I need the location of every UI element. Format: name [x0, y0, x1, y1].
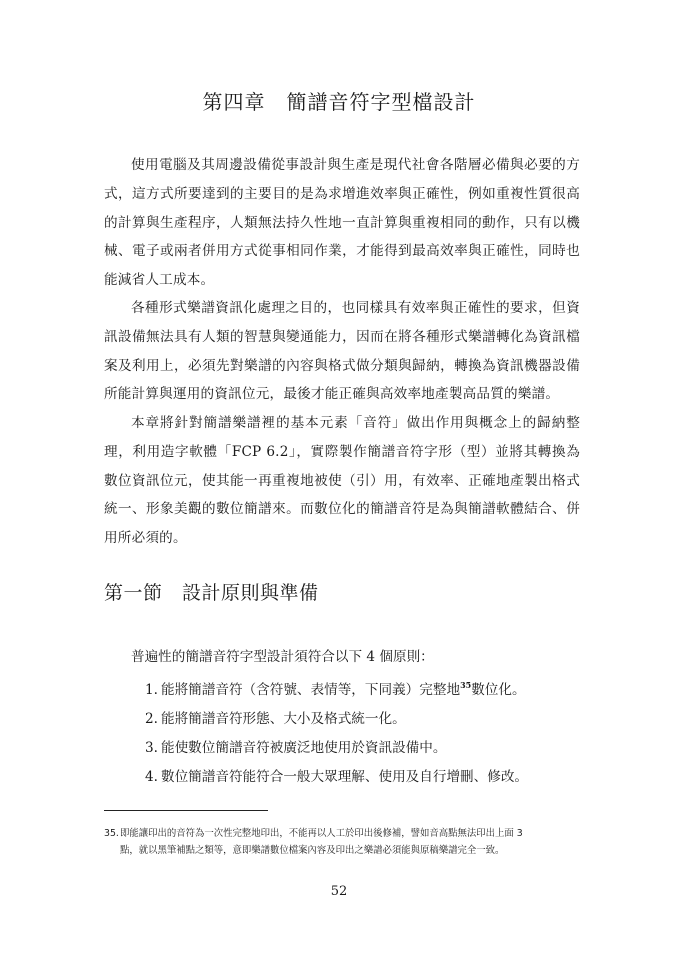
footnote-reference[interactable]: 35: [460, 680, 472, 690]
footnote-text: 點，就以黑筆補點之類等，意即樂譜數位檔案內容及印出之樂譜必須能與原稿樂譜完全一致。: [120, 844, 505, 856]
section-title: 第一節 設計原則與準備: [104, 582, 319, 604]
footnote-number: 35.: [104, 828, 119, 839]
principles-list: [145, 676, 528, 792]
list-item: [145, 734, 528, 763]
list-item-text: 數位簡譜音符能符合一般大眾理解、使用及自行增刪、修改。: [161, 769, 529, 785]
body-paragraph: 使用電腦及其周邊設備從事設計與生產是現代社會各階層必備與必要的方式，這方式所要達到的主要目的是為求增進效率與正確性，例如重複性質很高的計算與生產程序，人類無法持久性地一直計算與重複相同的動作，只有以機械、電子或兩者併用方式從事相同作業，才能得到最高效率與正確性，同時也能減省人工成本。: [104, 157, 580, 289]
list-item: [145, 676, 528, 705]
list-item-number: 4.: [145, 769, 158, 785]
chapter-title: 第四章 簡譜音符字型檔設計: [202, 90, 476, 114]
list-item-text: 能將簡譜音符形態、大小及格式統一化。: [161, 711, 406, 727]
list-item-text: 能使數位簡譜音符被廣泛地使用於資訊設備中。: [161, 740, 447, 756]
list-item-number: 2.: [145, 711, 158, 727]
list-item-text: 能將簡譜音符（含符號、表情等，下同義）完整地: [161, 682, 461, 698]
footnote-text: 即能讓印出的音符為一次性完整地印出，不能再以人工於印出後修補，譬如音高點無法印出上面 3: [120, 828, 523, 839]
list-item-number: 3.: [145, 740, 158, 756]
list-item: [145, 705, 528, 734]
page-number: 52: [330, 884, 348, 899]
list-item: [145, 763, 528, 792]
footnote-divider: [104, 810, 268, 811]
list-item-text: 數位化。: [471, 682, 526, 698]
list-item-number: 1.: [145, 682, 158, 698]
body-paragraph: 本章將針對簡譜樂譜裡的基本元素「音符」做出作用與概念上的歸納整理，利用造字軟體「FCP 6.2」，實際製作簡譜音符字形（型）並將其轉換為數位資訊位元，使其能一再重複地被使（引）用，有效率、正確地產製出格式統一、形象美觀的數位簡譜來。而數位化的簡譜音符是為與簡譜軟體結合、併用所必須的。: [104, 415, 580, 547]
body-paragraph: 各種形式樂譜資訊化處理之目的，也同樣具有效率與正確性的要求，但資訊設備無法具有人類的智慧與變通能力，因而在將各種形式樂譜轉化為資訊檔案及利用上，必須先對樂譜的內容與格式做分類與歸納，轉換為資訊機器設備所能計算與運用的資訊位元，最後才能正確與高效率地產製高品質的樂譜。: [104, 300, 580, 403]
footnote: [104, 826, 586, 859]
principles-intro: 普遍性的簡譜音符字型設計須符合以下 4 個原則：: [131, 649, 434, 665]
